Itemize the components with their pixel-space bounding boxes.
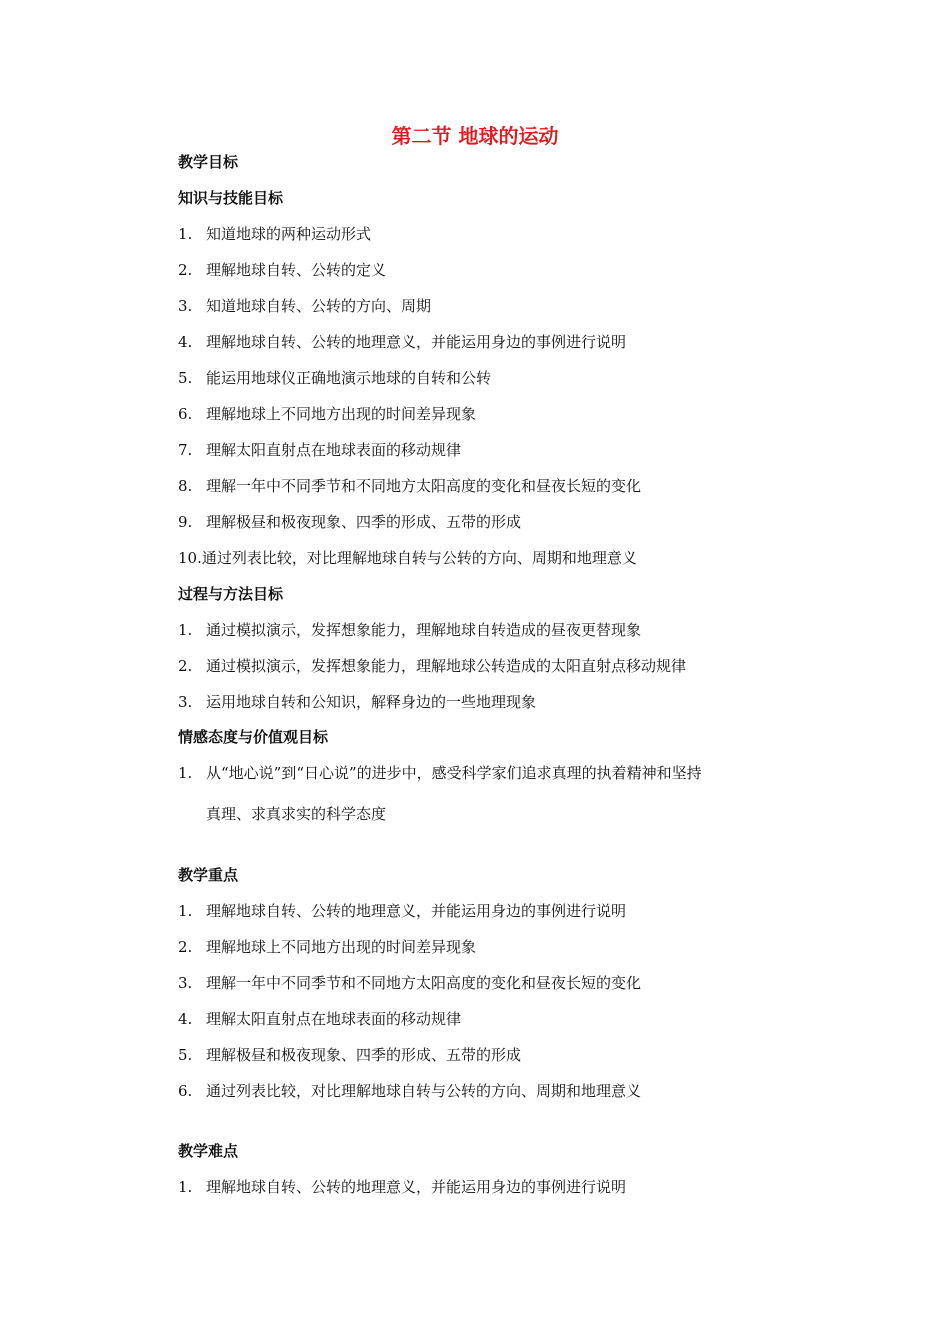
item-number: 8. bbox=[178, 477, 193, 495]
knowledge-heading: 知识与技能目标 bbox=[178, 189, 284, 207]
item-number: 3. bbox=[178, 297, 193, 315]
item-number: 1. bbox=[178, 1178, 193, 1196]
item-number: 2. bbox=[178, 261, 193, 279]
item-text: 理解地球上不同地方出现的时间差异现象 bbox=[206, 405, 477, 423]
item-number: 2. bbox=[178, 657, 193, 675]
item-number: 1. bbox=[178, 225, 193, 243]
list-item bbox=[178, 332, 626, 352]
item-number: 6. bbox=[178, 405, 193, 423]
item-text: 通过列表比较，对比理解地球自转与公转的方向、周期和地理意义 bbox=[201, 549, 637, 567]
list-item bbox=[178, 476, 641, 496]
item-text: 理解地球自转、公转的地理意义，并能运用身边的事例进行说明 bbox=[206, 902, 627, 920]
item-number: 3. bbox=[178, 974, 193, 992]
item-number: 10. bbox=[178, 549, 202, 567]
item-number: 1. bbox=[178, 621, 193, 639]
item-text: 理解一年中不同季节和不同地方太阳高度的变化和昼夜长短的变化 bbox=[206, 477, 642, 495]
list-item bbox=[178, 404, 476, 424]
list-item bbox=[178, 692, 536, 712]
item-text: 理解一年中不同季节和不同地方太阳高度的变化和昼夜长短的变化 bbox=[206, 974, 642, 992]
item-number: 4. bbox=[178, 333, 193, 351]
item-text: 理解极昼和极夜现象、四季的形成、五带的形成 bbox=[206, 1046, 522, 1064]
item-number: 3. bbox=[178, 693, 193, 711]
list-item bbox=[178, 973, 641, 993]
list-item bbox=[178, 620, 641, 640]
key-points-heading: 教学重点 bbox=[178, 866, 239, 884]
list-item bbox=[178, 224, 371, 244]
item-text: 理解极昼和极夜现象、四季的形成、五带的形成 bbox=[206, 513, 522, 531]
list-item bbox=[178, 1009, 461, 1029]
item-text-continuation: 真理、求真求实的科学态度 bbox=[206, 805, 387, 823]
list-item bbox=[178, 937, 476, 957]
item-number: 1. bbox=[178, 902, 193, 920]
item-number: 5. bbox=[178, 1046, 193, 1064]
item-text: 通过模拟演示，发挥想象能力，理解地球公转造成的太阳直射点移动规律 bbox=[206, 657, 687, 675]
item-text: 理解太阳直射点在地球表面的移动规律 bbox=[206, 1010, 462, 1028]
item-number: 6. bbox=[178, 1082, 193, 1100]
item-text: 理解地球自转、公转的地理意义，并能运用身边的事例进行说明 bbox=[206, 333, 627, 351]
item-number: 7. bbox=[178, 441, 193, 459]
item-text: 通过模拟演示，发挥想象能力，理解地球自转造成的昼夜更替现象 bbox=[206, 621, 642, 639]
item-text: 理解地球自转、公转的地理意义，并能运用身边的事例进行说明 bbox=[206, 1178, 627, 1196]
process-heading: 过程与方法目标 bbox=[178, 585, 284, 603]
item-number: 9. bbox=[178, 513, 193, 531]
list-item bbox=[178, 440, 461, 460]
item-text: 能运用地球仪正确地演示地球的自转和公转 bbox=[206, 369, 492, 387]
item-text: 从“地心说”到“日心说”的进步中，感受科学家们追求真理的执着精神和坚持 bbox=[206, 764, 702, 782]
item-text: 知道地球的两种运动形式 bbox=[206, 225, 372, 243]
item-text: 通过列表比较，对比理解地球自转与公转的方向、周期和地理意义 bbox=[206, 1082, 642, 1100]
item-text: 运用地球自转和公知识，解释身边的一些地理现象 bbox=[206, 693, 537, 711]
list-item bbox=[178, 1045, 521, 1065]
item-number: 4. bbox=[178, 1010, 193, 1028]
list-item bbox=[178, 260, 386, 280]
list-item bbox=[178, 368, 491, 388]
list-item bbox=[178, 901, 626, 921]
item-number: 5. bbox=[178, 369, 193, 387]
item-number: 1. bbox=[178, 764, 193, 782]
item-number: 2. bbox=[178, 938, 193, 956]
item-text: 理解地球上不同地方出现的时间差异现象 bbox=[206, 938, 477, 956]
item-text: 理解地球自转、公转的定义 bbox=[206, 261, 387, 279]
item-text: 知道地球自转、公转的方向、周期 bbox=[206, 297, 432, 315]
list-item bbox=[178, 548, 637, 568]
list-item bbox=[178, 512, 521, 532]
list-item bbox=[178, 1081, 641, 1101]
objectives-heading: 教学目标 bbox=[178, 153, 239, 171]
emotion-heading: 情感态度与价值观目标 bbox=[178, 728, 329, 746]
difficulty-heading: 教学难点 bbox=[178, 1142, 239, 1160]
list-item bbox=[178, 763, 702, 783]
item-text: 理解太阳直射点在地球表面的移动规律 bbox=[206, 441, 462, 459]
list-item bbox=[178, 296, 431, 316]
list-item bbox=[178, 1177, 626, 1197]
document-title: 第二节 地球的运动 bbox=[391, 124, 559, 148]
list-item bbox=[178, 656, 686, 676]
